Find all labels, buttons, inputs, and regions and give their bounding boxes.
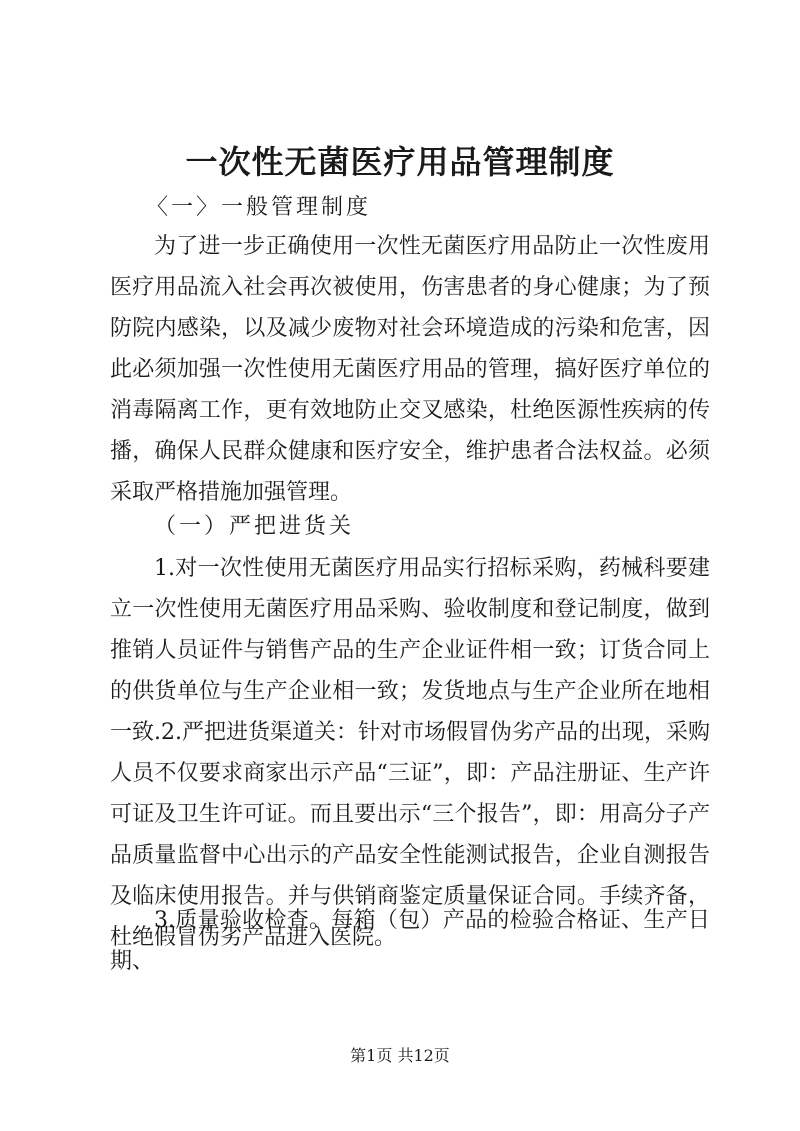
page-footer: 第1页 共12页: [350, 1046, 450, 1065]
subheading-purchase-control: （一）严把进货关: [154, 514, 355, 539]
paragraph-intro: 为了进一步正确使用一次性无菌医疗用品防止一次性废用医疗用品流入社会再次被使用，伤害患者的身心健康；为了预防院内感染，以及减少废物对社会环境造成的污染和危害，因此必须加强一次性使用无菌医疗用品的管理，搞好医疗单位的消毒隔离工作，更有效地防止交叉感染，杜绝医源性疾病的传播，确保人民群众健康和医疗安全，维护患者合法权益。必须采取严格措施加强管理。: [110, 234, 710, 505]
paragraph-items-1-2: 1.对一次性使用无菌医疗用品实行招标采购，药械科要建立一次性使用无菌医疗用品采购、验收制度和登记制度，做到推销人员证件与销售产品的生产企业证件相一致；订货合同上的供货单位与生产企业相一致；发货地点与生产企业所在地相一致.2.严把进货渠道关：针对市场假冒伪劣产品的出现，采购人员不仅要求商家出示产品“三证”，即：产品注册证、生产许可证及卫生许可证。而且要出示“三个报告”，即：用高分子产品质量监督中心出示的产品安全性能测试报告，企业自测报告及临床使用报告。并与供销商鉴定质量保证合同。手续齐备，杜绝假冒伪劣产品进入医院。: [110, 556, 710, 950]
document-title: 一次性无菌医疗用品管理制度: [185, 143, 615, 181]
section-heading: 〈一〉一般管理制度: [146, 195, 372, 220]
paragraph-item-3: 3.质量验收检查。每箱（包）产品的检验合格证、生产日期、: [110, 908, 710, 974]
